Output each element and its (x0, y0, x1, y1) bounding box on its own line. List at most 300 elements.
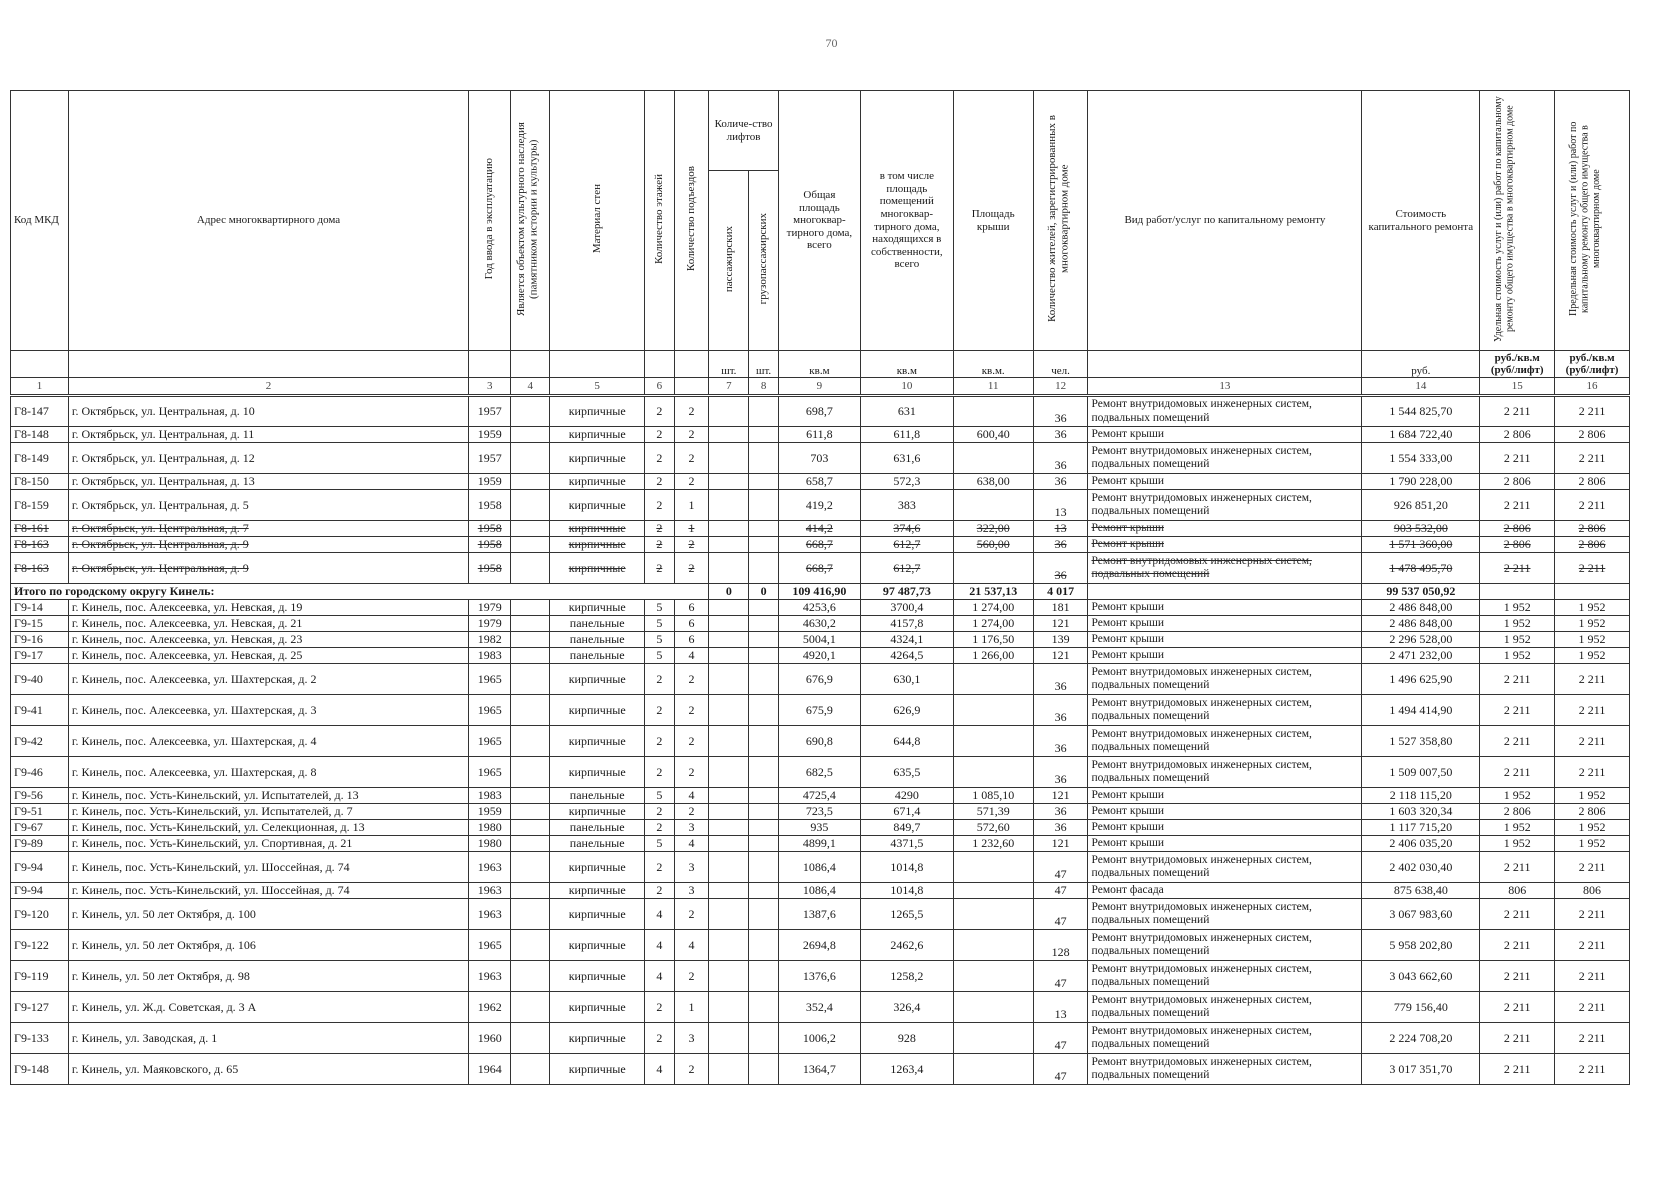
row-code: Г9-94 (11, 883, 69, 899)
row-year: 1957 (469, 443, 511, 474)
row-year: 1965 (469, 664, 511, 695)
row-roof-area: 1 085,10 (953, 788, 1033, 804)
column-number: 1 (11, 378, 69, 396)
row-material: кирпичные (550, 1054, 645, 1085)
row-heritage (511, 804, 550, 820)
row-lifts-cargo (749, 616, 779, 632)
unit-roof-area: кв.м. (953, 351, 1033, 378)
row-max-cost: 2 211 (1555, 726, 1630, 757)
row-address: г. Октябрьск, ул. Центральная, д. 10 (68, 396, 468, 427)
column-number (674, 378, 709, 396)
row-lifts-cargo (749, 788, 779, 804)
row-material: кирпичные (550, 537, 645, 553)
row-total-area: 1006,2 (778, 1023, 860, 1054)
row-max-cost: 2 211 (1555, 396, 1630, 427)
row-owned-area: 4371,5 (860, 836, 953, 852)
row-entrances: 1 (674, 521, 709, 537)
table-row (11, 788, 1630, 804)
row-year: 1965 (469, 757, 511, 788)
row-year: 1959 (469, 804, 511, 820)
row-work-type: Ремонт крыши (1088, 632, 1362, 648)
row-floors: 4 (645, 1054, 674, 1085)
row-heritage (511, 632, 550, 648)
row-address: г. Кинель, ул. Маяковского, д. 65 (68, 1054, 468, 1085)
row-entrances: 2 (674, 804, 709, 820)
column-number: 10 (860, 378, 953, 396)
header-code: Код МКД (11, 91, 69, 351)
row-lifts-passenger (709, 695, 749, 726)
table-row (11, 820, 1630, 836)
row-material: кирпичные (550, 930, 645, 961)
row-year: 1962 (469, 992, 511, 1023)
row-unit-cost: 2 211 (1480, 490, 1555, 521)
row-floors: 2 (645, 757, 674, 788)
row-lifts-cargo (749, 537, 779, 553)
row-unit-cost: 1 952 (1480, 788, 1555, 804)
row-lifts-passenger (709, 726, 749, 757)
row-lifts-passenger (709, 1054, 749, 1085)
row-entrances: 6 (674, 632, 709, 648)
row-entrances: 3 (674, 820, 709, 836)
header-max-cost: Предельная стоимость услуг и (или) работ по капитальному ремонту общего имущества в многоквартирном доме (1555, 91, 1630, 351)
row-owned-area: 1258,2 (860, 961, 953, 992)
row-heritage (511, 852, 550, 883)
row-work-type: Ремонт крыши (1088, 616, 1362, 632)
row-unit-cost: 2 806 (1480, 474, 1555, 490)
row-residents: 36 (1033, 726, 1088, 757)
row-unit-cost: 806 (1480, 883, 1555, 899)
row-work-type: Ремонт крыши (1088, 427, 1362, 443)
row-owned-area: 1265,5 (860, 899, 953, 930)
row-year: 1979 (469, 616, 511, 632)
row-lifts-cargo (749, 804, 779, 820)
row-address: г. Кинель, пос. Алексеевка, ул. Невская, д. 19 (68, 600, 468, 616)
table-row (11, 632, 1630, 648)
row-total-area: 1376,6 (778, 961, 860, 992)
row-code: Г9-17 (11, 648, 69, 664)
row-max-cost: 2 211 (1555, 852, 1630, 883)
table-row (11, 883, 1630, 899)
table-row (11, 490, 1630, 521)
row-lifts-cargo (749, 836, 779, 852)
row-heritage (511, 521, 550, 537)
row-residents: 47 (1033, 899, 1088, 930)
table-row (11, 695, 1630, 726)
row-year: 1983 (469, 788, 511, 804)
row-work-type: Ремонт внутридомовых инженерных систем, подвальных помещений (1088, 852, 1362, 883)
row-owned-area: 630,1 (860, 664, 953, 695)
row-roof-area (953, 396, 1033, 427)
column-number: 4 (511, 378, 550, 396)
row-total-area: 1364,7 (778, 1054, 860, 1085)
row-material: кирпичные (550, 852, 645, 883)
row-residents: 128 (1033, 930, 1088, 961)
row-heritage (511, 1023, 550, 1054)
row-floors: 2 (645, 1023, 674, 1054)
row-lifts-passenger (709, 632, 749, 648)
row-floors: 2 (645, 427, 674, 443)
row-lifts-passenger (709, 930, 749, 961)
row-code: Г8-163 (11, 537, 69, 553)
row-code: Г8-149 (11, 443, 69, 474)
row-unit-cost: 1 952 (1480, 648, 1555, 664)
row-material: кирпичные (550, 899, 645, 930)
row-year: 1963 (469, 883, 511, 899)
row-cost: 1 117 715,20 (1362, 820, 1480, 836)
row-lifts-cargo (749, 726, 779, 757)
row-roof-area (953, 726, 1033, 757)
row-material: кирпичные (550, 396, 645, 427)
row-max-cost: 2 211 (1555, 1023, 1630, 1054)
row-year: 1980 (469, 836, 511, 852)
table-body-kinel (11, 600, 1630, 1085)
row-unit-cost: 2 211 (1480, 1023, 1555, 1054)
row-entrances: 2 (674, 961, 709, 992)
row-floors: 2 (645, 443, 674, 474)
header-heritage: Является объектом культурного наследия (памятником истории и культуры) (511, 91, 550, 351)
table-row (11, 930, 1630, 961)
row-roof-area: 322,00 (953, 521, 1033, 537)
row-lifts-cargo (749, 553, 779, 584)
row-total-area: 419,2 (778, 490, 860, 521)
row-unit-cost: 2 211 (1480, 1054, 1555, 1085)
row-material: кирпичные (550, 553, 645, 584)
row-year: 1983 (469, 648, 511, 664)
row-total-area: 4253,6 (778, 600, 860, 616)
row-address: г. Кинель, пос. Алексеевка, ул. Шахтерская, д. 3 (68, 695, 468, 726)
row-heritage (511, 788, 550, 804)
row-roof-area (953, 695, 1033, 726)
table-row (11, 443, 1630, 474)
row-work-type: Ремонт внутридомовых инженерных систем, подвальных помещений (1088, 757, 1362, 788)
row-unit-cost: 2 211 (1480, 396, 1555, 427)
row-unit-cost: 1 952 (1480, 632, 1555, 648)
row-unit-cost: 2 211 (1480, 930, 1555, 961)
row-work-type: Ремонт крыши (1088, 474, 1362, 490)
row-work-type: Ремонт внутридомовых инженерных систем, подвальных помещений (1088, 443, 1362, 474)
row-work-type: Ремонт крыши (1088, 788, 1362, 804)
total-lifts-cargo: 0 (749, 584, 779, 600)
row-unit-cost: 1 952 (1480, 836, 1555, 852)
row-roof-area (953, 961, 1033, 992)
row-roof-area: 1 274,00 (953, 600, 1033, 616)
row-lifts-passenger (709, 883, 749, 899)
row-lifts-passenger (709, 852, 749, 883)
row-floors: 2 (645, 883, 674, 899)
row-max-cost: 2 806 (1555, 521, 1630, 537)
total-label: Итого по городскому округу Кинель: (11, 584, 709, 600)
row-entrances: 1 (674, 992, 709, 1023)
table-total (11, 584, 1630, 600)
row-floors: 4 (645, 899, 674, 930)
row-max-cost: 1 952 (1555, 648, 1630, 664)
row-roof-area: 571,39 (953, 804, 1033, 820)
row-max-cost: 2 806 (1555, 474, 1630, 490)
row-roof-area (953, 1023, 1033, 1054)
row-residents: 47 (1033, 852, 1088, 883)
row-unit-cost: 2 806 (1480, 537, 1555, 553)
table-row (11, 961, 1630, 992)
unit-cost: руб. (1362, 351, 1480, 378)
row-address: г. Октябрьск, ул. Центральная, д. 11 (68, 427, 468, 443)
row-cost: 1 509 007,50 (1362, 757, 1480, 788)
table-row (11, 836, 1630, 852)
column-number: 16 (1555, 378, 1630, 396)
header-address: Адрес многоквартирного дома (68, 91, 468, 351)
row-entrances: 6 (674, 600, 709, 616)
row-lifts-cargo (749, 930, 779, 961)
row-lifts-cargo (749, 852, 779, 883)
row-residents: 121 (1033, 788, 1088, 804)
row-address: г. Кинель, пос. Усть-Кинельский, ул. Шоссейная, д. 74 (68, 883, 468, 899)
row-total-area: 4899,1 (778, 836, 860, 852)
row-entrances: 4 (674, 930, 709, 961)
row-code: Г8-163 (11, 553, 69, 584)
row-lifts-passenger (709, 443, 749, 474)
row-work-type: Ремонт фасада (1088, 883, 1362, 899)
row-residents: 36 (1033, 695, 1088, 726)
total-roof-area: 21 537,13 (953, 584, 1033, 600)
row-year: 1960 (469, 1023, 511, 1054)
row-year: 1982 (469, 632, 511, 648)
row-address: г. Кинель, пос. Усть-Кинельский, ул. Шоссейная, д. 74 (68, 852, 468, 883)
row-entrances: 3 (674, 1023, 709, 1054)
row-code: Г9-94 (11, 852, 69, 883)
row-material: кирпичные (550, 600, 645, 616)
row-lifts-cargo (749, 961, 779, 992)
row-year: 1965 (469, 930, 511, 961)
row-unit-cost: 2 211 (1480, 852, 1555, 883)
row-year: 1964 (469, 1054, 511, 1085)
row-code: Г8-159 (11, 490, 69, 521)
row-year: 1958 (469, 521, 511, 537)
row-floors: 2 (645, 490, 674, 521)
row-code: Г8-161 (11, 521, 69, 537)
row-entrances: 2 (674, 757, 709, 788)
table-row (11, 648, 1630, 664)
row-residents: 13 (1033, 490, 1088, 521)
row-cost: 2 471 232,00 (1362, 648, 1480, 664)
row-code: Г8-147 (11, 396, 69, 427)
column-number: 5 (550, 378, 645, 396)
header-unit-cost: Удельная стоимость услуг и (или) работ по капитальному ремонту общего имущества в многоквартирном доме (1480, 91, 1555, 351)
header-cost: Стоимость капитального ремонта (1362, 91, 1480, 351)
row-roof-area: 560,00 (953, 537, 1033, 553)
row-address: г. Кинель, ул. 50 лет Октября, д. 106 (68, 930, 468, 961)
row-roof-area: 1 176,50 (953, 632, 1033, 648)
row-work-type: Ремонт внутридомовых инженерных систем, подвальных помещений (1088, 961, 1362, 992)
row-code: Г9-15 (11, 616, 69, 632)
row-owned-area: 374,6 (860, 521, 953, 537)
row-owned-area: 631,6 (860, 443, 953, 474)
row-residents: 36 (1033, 553, 1088, 584)
row-cost: 2 406 035,20 (1362, 836, 1480, 852)
row-work-type: Ремонт крыши (1088, 521, 1362, 537)
row-max-cost: 2 211 (1555, 664, 1630, 695)
row-roof-area (953, 930, 1033, 961)
row-entrances: 3 (674, 883, 709, 899)
row-lifts-cargo (749, 1023, 779, 1054)
row-heritage (511, 600, 550, 616)
units-row (11, 351, 1630, 378)
row-roof-area (953, 883, 1033, 899)
header-residents: Количество жителей, зарегистрированных в многоквартирном доме (1033, 91, 1088, 351)
row-address: г. Октябрьск, ул. Центральная, д. 7 (68, 521, 468, 537)
row-max-cost: 1 952 (1555, 788, 1630, 804)
row-cost: 2 402 030,40 (1362, 852, 1480, 883)
row-heritage (511, 443, 550, 474)
row-residents: 36 (1033, 443, 1088, 474)
row-lifts-cargo (749, 1054, 779, 1085)
row-cost: 875 638,40 (1362, 883, 1480, 899)
row-lifts-passenger (709, 553, 749, 584)
row-work-type: Ремонт внутридомовых инженерных систем, подвальных помещений (1088, 664, 1362, 695)
row-floors: 2 (645, 804, 674, 820)
row-owned-area: 644,8 (860, 726, 953, 757)
row-lifts-cargo (749, 521, 779, 537)
row-material: панельные (550, 632, 645, 648)
row-lifts-cargo (749, 443, 779, 474)
table-row (11, 396, 1630, 427)
row-roof-area: 1 274,00 (953, 616, 1033, 632)
row-address: г. Октябрьск, ул. Центральная, д. 5 (68, 490, 468, 521)
row-floors: 2 (645, 695, 674, 726)
total-row (11, 584, 1630, 600)
row-lifts-cargo (749, 695, 779, 726)
row-total-area: 935 (778, 820, 860, 836)
row-owned-area: 1263,4 (860, 1054, 953, 1085)
row-work-type: Ремонт крыши (1088, 537, 1362, 553)
row-max-cost: 1 952 (1555, 616, 1630, 632)
row-residents: 121 (1033, 836, 1088, 852)
row-roof-area: 600,40 (953, 427, 1033, 443)
row-residents: 47 (1033, 883, 1088, 899)
row-max-cost: 2 211 (1555, 899, 1630, 930)
row-floors: 2 (645, 474, 674, 490)
row-lifts-cargo (749, 992, 779, 1023)
row-lifts-passenger (709, 961, 749, 992)
row-residents: 181 (1033, 600, 1088, 616)
row-roof-area: 572,60 (953, 820, 1033, 836)
column-number: 12 (1033, 378, 1088, 396)
column-number: 8 (749, 378, 779, 396)
row-roof-area (953, 899, 1033, 930)
row-cost: 1 527 358,80 (1362, 726, 1480, 757)
row-roof-area (953, 757, 1033, 788)
row-year: 1957 (469, 396, 511, 427)
row-heritage (511, 992, 550, 1023)
header-floors: Количество этажей (645, 91, 674, 351)
row-code: Г9-16 (11, 632, 69, 648)
unit-max-cost: руб./кв.м (руб/лифт) (1555, 351, 1630, 378)
row-unit-cost: 1 952 (1480, 616, 1555, 632)
row-work-type: Ремонт внутридомовых инженерных систем, подвальных помещений (1088, 899, 1362, 930)
column-number: 9 (778, 378, 860, 396)
row-work-type: Ремонт внутридомовых инженерных систем, подвальных помещений (1088, 490, 1362, 521)
row-max-cost: 1 952 (1555, 820, 1630, 836)
row-entrances: 2 (674, 427, 709, 443)
row-total-area: 5004,1 (778, 632, 860, 648)
unit-owned-area: кв.м (860, 351, 953, 378)
row-lifts-cargo (749, 490, 779, 521)
row-heritage (511, 474, 550, 490)
row-lifts-cargo (749, 427, 779, 443)
row-work-type: Ремонт крыши (1088, 836, 1362, 852)
row-roof-area: 1 232,60 (953, 836, 1033, 852)
row-cost: 1 544 825,70 (1362, 396, 1480, 427)
row-heritage (511, 396, 550, 427)
header-lifts-passenger: пассажирских (709, 171, 749, 351)
unit-lifts-passenger: шт. (709, 351, 749, 378)
unit-residents: чел. (1033, 351, 1088, 378)
unit-lifts-cargo: шт. (749, 351, 779, 378)
row-roof-area (953, 1054, 1033, 1085)
row-floors: 2 (645, 726, 674, 757)
row-code: Г9-122 (11, 930, 69, 961)
row-cost: 1 684 722,40 (1362, 427, 1480, 443)
table-row (11, 1023, 1630, 1054)
column-number: 3 (469, 378, 511, 396)
row-total-area: 668,7 (778, 553, 860, 584)
row-max-cost: 2 211 (1555, 992, 1630, 1023)
row-roof-area (953, 992, 1033, 1023)
header-year: Год ввода в эксплуатацию (469, 91, 511, 351)
row-lifts-passenger (709, 757, 749, 788)
row-work-type: Ремонт крыши (1088, 804, 1362, 820)
row-lifts-passenger (709, 992, 749, 1023)
row-cost: 1 571 360,00 (1362, 537, 1480, 553)
unit-total-area: кв.м (778, 351, 860, 378)
row-heritage (511, 883, 550, 899)
table-row (11, 600, 1630, 616)
row-lifts-passenger (709, 600, 749, 616)
row-entrances: 4 (674, 836, 709, 852)
row-code: Г9-56 (11, 788, 69, 804)
row-material: панельные (550, 648, 645, 664)
row-cost: 1 496 625,90 (1362, 664, 1480, 695)
row-year: 1965 (469, 695, 511, 726)
row-owned-area: 4290 (860, 788, 953, 804)
row-residents: 47 (1033, 1023, 1088, 1054)
row-total-area: 658,7 (778, 474, 860, 490)
row-unit-cost: 2 211 (1480, 899, 1555, 930)
row-lifts-cargo (749, 757, 779, 788)
row-cost: 2 224 708,20 (1362, 1023, 1480, 1054)
row-address: г. Кинель, ул. 50 лет Октября, д. 100 (68, 899, 468, 930)
row-cost: 2 118 115,20 (1362, 788, 1480, 804)
row-residents: 121 (1033, 648, 1088, 664)
row-work-type: Ремонт внутридомовых инженерных систем, подвальных помещений (1088, 1023, 1362, 1054)
row-cost: 1 790 228,00 (1362, 474, 1480, 490)
row-code: Г9-133 (11, 1023, 69, 1054)
row-floors: 2 (645, 537, 674, 553)
row-code: Г9-67 (11, 820, 69, 836)
row-entrances: 2 (674, 695, 709, 726)
row-entrances: 2 (674, 664, 709, 695)
row-total-area: 698,7 (778, 396, 860, 427)
row-entrances: 4 (674, 788, 709, 804)
row-address: г. Кинель, пос. Усть-Кинельский, ул. Испытателей, д. 13 (68, 788, 468, 804)
row-address: г. Кинель, пос. Алексеевка, ул. Невская, д. 25 (68, 648, 468, 664)
row-cost: 2 486 848,00 (1362, 616, 1480, 632)
row-lifts-cargo (749, 474, 779, 490)
row-owned-area: 928 (860, 1023, 953, 1054)
row-roof-area (953, 490, 1033, 521)
row-address: г. Кинель, пос. Алексеевка, ул. Шахтерская, д. 4 (68, 726, 468, 757)
row-address: г. Октябрьск, ул. Центральная, д. 12 (68, 443, 468, 474)
row-roof-area (953, 664, 1033, 695)
total-lifts-passenger: 0 (709, 584, 749, 600)
